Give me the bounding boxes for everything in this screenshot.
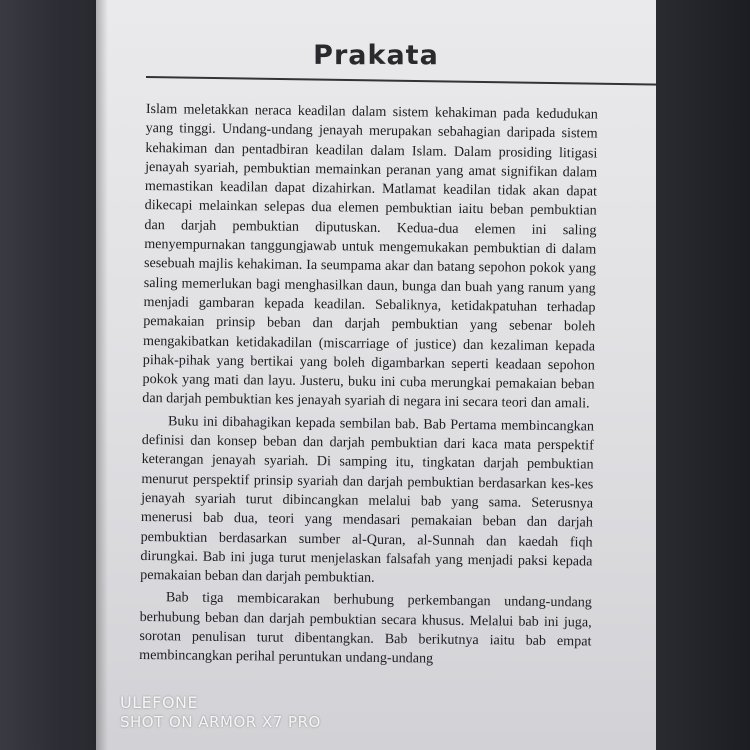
page-heading: Prakata <box>313 40 439 71</box>
paragraph-2: Buku ini dibahagikan kepada sembilan bab. Bab Pertama membincangkan definisi dan konsep beban dan darjah pembuktian dari kaca mata perspektif keterangan jenayah syariah. Di samping itu, tingkatan darjah pembuktian menurut perspektif prinsip syariah dan darjah pembuktian berdasarkan kes-kes jenayah syariah turut dibincangkan melalui bab yang sama. Seterusnya menerusi bab dua, teori yang mendasari pemakaian beban dan darjah pembuktian berdasarkan sumber al-Quran, al-Sunnah dan kaedah fiqh dirungkai. Bab ini juga turut menjelaskan falsafah yang menjadi paksi kepada pemakaian beban dan darjah pembuktian. <box>140 413 595 586</box>
book-page <box>96 0 656 750</box>
page-body <box>139 100 598 674</box>
camera-watermark-brand: ULEFONE <box>120 693 199 712</box>
background-right <box>656 0 750 750</box>
camera-watermark-model: SHOT ON ARMOR X7 PRO <box>120 713 321 731</box>
paragraph-3: Bab tiga membicarakan berhubung perkembangan undang-undang berhubung beban dan darjah pembuktian secara khusus. Melalui bab ini juga, sorotan penulisan turut dibentangkan. Bab berikutnya iaitu bab empat membincangkan perihal peruntukan undang-undang <box>139 589 592 667</box>
paragraph-1: Islam meletakkan neraca keadilan dalam sistem kehakiman pada kedudukan yang tinggi. Undang-undang jenayah merupakan sebahagian daripada sistem kehakiman dan pentadbiran keadilan dalam Islam. Dalam prosiding litigasi jenayah syariah, pembuktian memainkan peranan yang amat signifikan dalam memastikan keadilan dapat dizahirkan. Matlamat keadilan tidak akan dapat dikecapi melainkan selepas dua elemen pembuktian iaitu beban pembuktian dan darjah pembuktian diputuskan. Kedua-dua elemen ini saling menyempurnakan tanggungjawab untuk mengemukakan pembuktian di dalam sesebuah majlis kehakiman. Ia seumpama akar dan batang sepohon pokok yang saling memerlukan bagi menghasilkan daun, bunga dan buah yang ranum yang menjadi gambaran kepada keadilan. Sebaliknya, ketidakpatuhan terhadap pemakaian prinsip beban dan darjah pembuktian yang sebenar boleh mengakibatkan ketidakadilan (miscarriage of justice) dan kezaliman kepada pihak-pihak yang bertikai yang boleh digambarkan seperti keadaan sepohon pokok yang mati dan layu. Justeru, buku ini cuba merungkai pemakaian beban dan darjah pembuktian kes jenayah syariah di negara ini secara teori dan amali. <box>142 100 598 412</box>
heading-rule <box>146 76 696 86</box>
